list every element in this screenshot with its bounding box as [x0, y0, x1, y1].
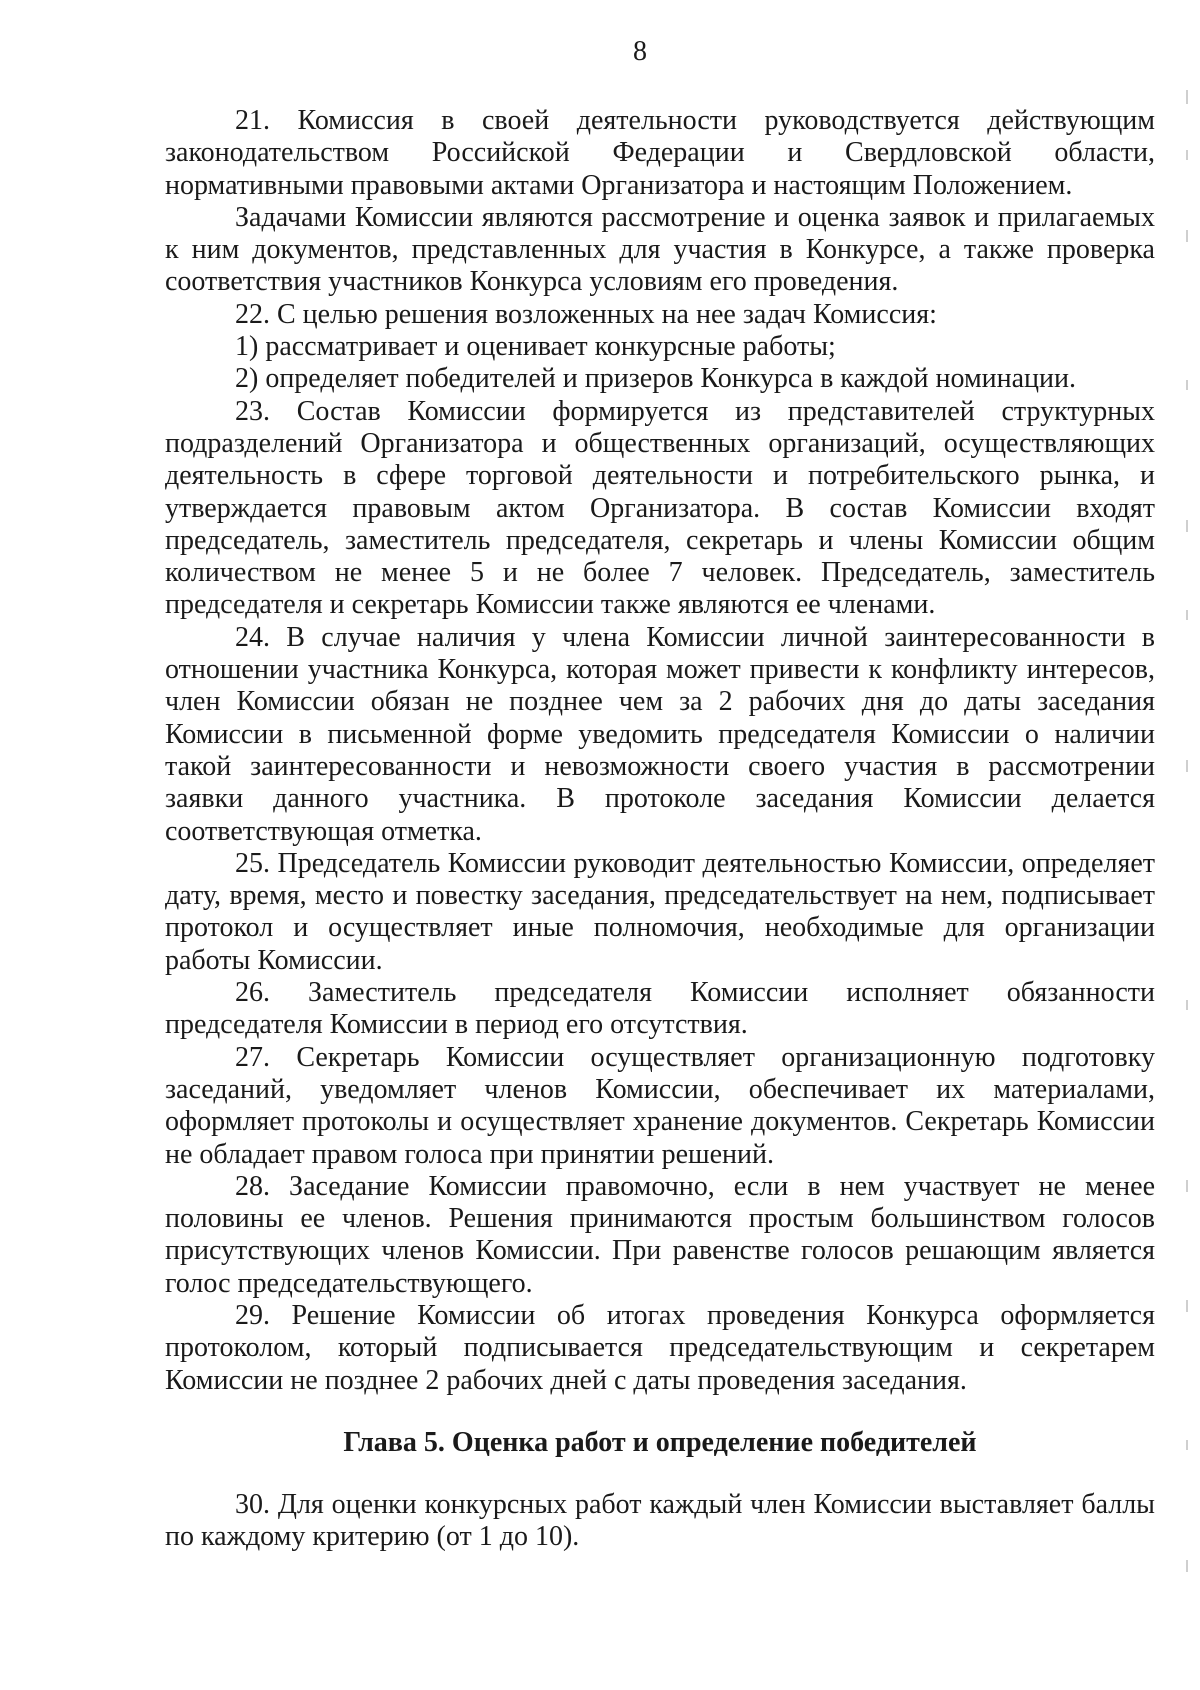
paragraph: 28. Заседание Комиссии правомочно, если в нем участвует не менее половины ее членов. Решения принимаются простым большинством голосов присутствующих членов Комиссии. При равенстве голосов решающим является голос председательствующего. [165, 1170, 1155, 1299]
document-body [165, 105, 1155, 1553]
section-before-chapter [165, 105, 1155, 1397]
section-after-chapter [165, 1489, 1155, 1554]
paragraph: 30. Для оценки конкурсных работ каждый член Комиссии выставляет баллы по каждому критерию (от 1 до 10). [165, 1488, 1155, 1553]
page-number: 8 [633, 36, 647, 67]
paragraph: 27. Секретарь Комиссии осуществляет организационную подготовку заседаний, уведомляет членов Комиссии, обеспечивает их материалами, оформляет протоколы и осуществляет хранение документов. Секретарь Комиссии не обладает правом голоса при принятии решений. [165, 1041, 1155, 1170]
list-item: 22. С целью решения возложенных на нее задач Комиссия: [235, 298, 937, 330]
paragraph: 23. Состав Комиссии формируется из представителей структурных подразделений Организатора и общественных организаций, осуществляющих деятельность в сфере торговой деятельности и потребительского рынка, и утверждается правовым актом Организатора. В состав Комиссии входят председатель, заместитель председателя, секретарь и члены Комиссии общим количеством не менее 5 и не более 7 человек. Председатель, заместитель председателя и секретарь Комиссии также являются ее членами. [165, 395, 1155, 621]
paragraph: 25. Председатель Комиссии руководит деятельностью Комиссии, определяет дату, время, место и повестку заседания, председательствует на нем, подписывает протокол и осуществляет иные полномочия, необходимые для организации работы Комиссии. [165, 847, 1155, 976]
paragraph: 26. Заместитель председателя Комиссии исполняет обязанности председателя Комиссии в период его отсутствия. [165, 977, 1155, 1041]
paragraph: Задачами Комиссии являются рассмотрение и оценка заявок и прилагаемых к ним документов, представленных для участия в Конкурсе, а также проверка соответствия участников Конкурса условиям его проведения. [165, 201, 1155, 298]
paragraph: 29. Решение Комиссии об итогах проведения Конкурса оформляется протоколом, который подписывается председательствующим и секретарем Комиссии не позднее 2 рабочих дней с даты проведения заседания. [165, 1299, 1155, 1396]
list-item: 2) определяет победителей и призеров Конкурса в каждой номинации. [235, 363, 1077, 395]
paragraph: 21. Комиссия в своей деятельности руководствуется действующим законодательством Российской Федерации и Свердловской области, нормативными правовыми актами Организатора и настоящим Положением. [165, 105, 1155, 201]
chapter-heading: Глава 5. Оценка работ и определение победителей [343, 1426, 977, 1458]
paragraph: 24. В случае наличия у члена Комиссии личной заинтересованности в отношении участника Конкурса, которая может привести к конфликту интересов, член Комиссии обязан не позднее чем за 2 рабочих дня до даты заседания Комиссии в письменной форме уведомить председателя Комиссии о наличии такой заинтересованности и невозможности своего участия в рассмотрении заявки данного участника. В протоколе заседания Комиссии делается соответствующая отметка. [165, 621, 1155, 847]
list-item: 1) рассматривает и оценивает конкурсные работы; [235, 331, 836, 363]
